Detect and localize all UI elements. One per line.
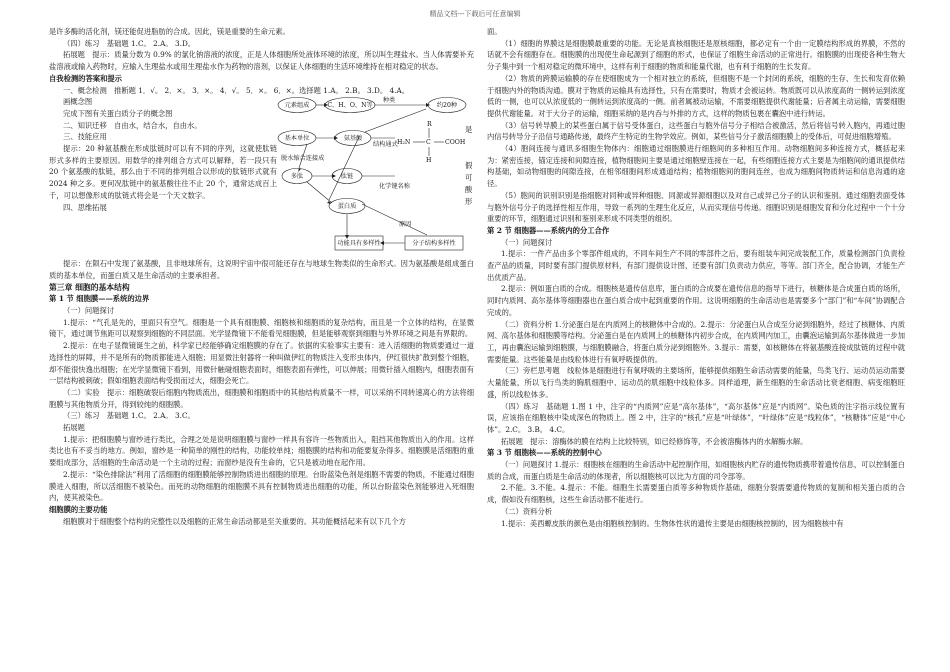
label-types: 种类 [382, 97, 396, 105]
paragraph: 1.提示：美西螈皮肤的颜色是由细胞核控制的。生物体性状的遗传主要是由细胞核控制的，因为细胞核中有 [501, 518, 844, 528]
paragraph: 1.提示：把细胞膜与窗纱进行类比，合理之处是说明细胞膜与窗纱一样具有容许一些物质出入，阻挡其他物质出入的作用。这样类比也有不妥当的地方。例如，窗纱是一种简单的刚性的结构，功能较单纯；细胞膜的结构和功能要复杂得多。细胞膜是活细胞的重要组成部分，活细胞的生命活动是一个主动的过程；而窗纱是没有生命的，它只是被动地在起作用。 [49, 434, 474, 468]
paragraph: （3）信号转导膜上的某些蛋白属于信号受体蛋白，这些蛋白与胞外信号分子相结合被激活，然后将信号转入胞内，再通过胞内信号转导分子沿信号通路传递，最终产生特定的生物学效应。例如，某些信号分子激活细胞膜上的受体后，可促进细胞增殖。 [487, 120, 905, 142]
section-heading: 细胞膜的主要功能 [49, 504, 108, 514]
label-basic-unit: 基本单位 [284, 135, 310, 143]
paragraph: （2）物质的跨膜运输膜的存在使细胞成为一个相对独立的系统，但细胞不是一个封闭的系统，细胞的生存、生长和发育依赖于细胞内外的物质沟通。膜对于物质的运输具有选择性，只有在需要时，物质才会被运转。物质既可以从浓度高的一侧转运到浓度低的一侧，也可以从浓度低的一侧转运到浓度高的一侧。前者属被动运输，不需要细胞提供代谢能量；后者属主动运输，需要细胞提供代谢能量。对于大分子的运输，细胞采纳的是内吞与外排的方式，这样的物质包裹在囊泡中进行转运。 [487, 73, 905, 118]
label-peptide-chain: 肽链 [340, 173, 354, 181]
chapter-heading: 第三章 细胞的基本结构 [49, 282, 130, 292]
subsection-heading: （二）资料分析 [501, 506, 553, 516]
paragraph: 一、概念检测 推断题 1．√。 2．×。 3．×。 4．√。 5．×。 6．×。选择题 1.A。 2.B。 3.D。 4.A。 [63, 85, 410, 95]
wrapped-char: 形 [465, 197, 473, 207]
label-structure: 结构通式 [373, 141, 398, 149]
paragraph: （4）胞间连接与通讯多细胞生物体内：细胞通过细胞膜进行细胞间的多种相互作用。动物细胞间多种连接方式，概括起来为：紧密连接，锚定连接和间隙连接，植物细胞间主要是通过细胞壁连接在一起，有些细胞连接方式主要是为细胞间的通讯提供结构基础，如动物细胞的间隙连接，在相邻细胞间形成通道结构；植物细胞间的胞间连丝，也成为细胞间物质转运和信息沟通的途径。 [487, 144, 905, 189]
paragraph: 是许多酶的活化剂，镁还能促进脂肪的合成。因此，镁是重要的生命元素。 [49, 27, 290, 36]
paragraph: 提示：在陨石中发现了氨基酸，且非地球所有，这说明宇宙中很可能还存在与地球生物类似的生命形式。因为氨基酸是组成蛋白质的基本单位，而蛋白质又是生命活动的主要承担者。 [49, 259, 474, 280]
label-chem-bond: 化学键名称 [379, 183, 410, 191]
section-heading: 自我检测的答案和提示 [49, 73, 122, 83]
wrapped-char: 可 [465, 173, 473, 183]
paragraph: （四）练习 基础题 1.图 1 中，注字的“内质网”应是“高尔基体”，“高尔基体”应是“内质网”。染色质的注字指示线位置有误，应该指在细胞核中染成深色的物质上。图 2 中，注字的“核孔”应是“叶绿体”，“叶绿体”应是“线粒体”，“核糖体”应是“中心体”。2.C。 3.B。 4.C。 [487, 401, 905, 434]
section-heading: 第 3 节 细胞核——系统的控制中心 [487, 448, 602, 458]
label-chon: C、H、O、N等 [327, 102, 373, 110]
wrapped-char: 是 [465, 125, 473, 135]
formula-R: R [427, 121, 432, 129]
paragraph: 1.提示：一件产品由多个零部件组成的，不同车间生产不同的零部件之后，要有组装车间完成装配工作，质量检测部门负责检查产品的质量，同时要有部门提供原材料，有部门提供设计图，还要有部门负责动力供应，等等。部门齐全，配合协调，才能生产出优质产品。 [487, 249, 905, 282]
paragraph: 画概念图 [63, 97, 93, 107]
paragraph: 四、思维拓展 [63, 202, 107, 212]
label-reason: 原因 [399, 221, 412, 229]
paragraph: 2.提示：“染色排除法”利用了活细胞的细胞膜能够控制物质进出细胞的原理。台盼蓝染色剂是细胞不需要的物质，不能通过细胞膜进入细胞，所以活细胞不被染色。而死的动物细胞的细胞膜不具有控制物质进出细胞的功能，所以台盼蓝染色剂能够进入死细胞内，使其被染色。 [49, 469, 474, 503]
paragraph: 完成下图有关蛋白质分子的概念图 [63, 108, 173, 118]
paragraph: 面。 [487, 27, 502, 36]
label-dehydration: 脱水缩合连接成 [281, 155, 325, 163]
paragraph: 三、技能应用 [63, 132, 107, 142]
formula-COOH: COOH [445, 139, 466, 147]
formula-C: C [426, 139, 431, 147]
paragraph: 2.提示：例如蛋白质的合成。细胞核是遗传信息库，蛋白质的合成要在遗传信息的指导下进行，核糖体是合成蛋白质的场所，同时内质网、高尔基体等细胞器也在蛋白质合成中起到重要的作用。这说明细胞的生命活动也是需要多个“部门”和“车间”协调配合完成的。 [487, 284, 905, 317]
formula-H: H [426, 157, 432, 165]
subsection-heading: （一）问题探讨 [63, 306, 115, 316]
subsection-heading: 拓展题 [63, 423, 85, 433]
label-elements: 元素组成 [284, 102, 310, 110]
section-heading: 第 2 节 细胞器——系统内的分工合作 [487, 225, 610, 235]
concept-map-section [49, 96, 474, 258]
paragraph: （二）实验 提示：细胞破裂后细胞内物质流出，细胞膜和细胞质中的其他结构质量不一样，可以采纳不同转速离心的方法将细胞膜与其他物质分开，得到较纯的细胞膜。 [49, 387, 474, 409]
subsection-heading: （一）问题探讨 [501, 237, 553, 247]
left-column [49, 26, 474, 527]
right-column [487, 26, 905, 529]
wrapped-char: 酸 [465, 185, 473, 195]
paragraph: 二、知识迁移 自由水，结合水，自由水。 [63, 120, 202, 130]
page-header: 精品文档---下载后可任意编辑 [429, 10, 521, 18]
exercise-answers: （四）练习 基础题 1.C。 2.A。 3.D。 [63, 38, 196, 48]
label-protein: 蛋白质 [337, 203, 357, 211]
paragraph: 2.提示：在电子显微镜诞生之前，科学家已经能够确定细胞膜的存在了。依据的实验事实主要有：进入活细胞的物质要通过一道选择性的屏障，并不是所有的物质都能进入细胞；用显微注射器将一种叫做伊红的物质注入变形虫体内，伊红很快扩散到整个细胞，却不能很快逸出细胞；在光学显微镜下看到，用微针触碰细胞表面时，细胞表面有弹性，可以伸展；用微针插入细胞内，细胞表面有一层结构被刺破；假如细胞表面结构受损而过大，细胞会死亡。 [49, 341, 474, 386]
label-func-diverse: 功能具有多样性 [337, 240, 381, 248]
paragraph: （一）问题探讨 1.提示：细胞核在细胞的生命活动中起控制作用，如细胞核内贮存的遗传物质携带着遗传信息，可以控制蛋白质的合成，而蛋白质是生命活动的体现者，所以细胞核可以比为方面的司令部等。 [487, 460, 905, 481]
paragraph: 提示：20 种氨基酸在形成肽链时可以有不同的序列，这就使肽链形式多样的主要原因。用数学的排列组合方式可以解释，若一段只有 20 个氨基酸的肽链，那么由于不同的排列组合以形成的肽链形式就有 2024 种之多。更何况肽链中的氨基酸往往不止 20 个，通常达成百上千，可以想像形成的肽链式将会是一个天文数字。 [49, 144, 277, 200]
paragraph: 拓展题 提示：质量分数为 0.9% 的氯化钠溶液的浓度，正是人体细胞所处液体环境的浓度，所以叫生理盐水。当人体需要补充盐溶液或输入药物时，应输入生理盐水或用生理盐水作为药物的溶剂，以保证人体细胞的生活环境维持在相对稳定的状态。 [49, 50, 474, 72]
paragraph: 1.提示：“气孔是先的，里面只有空气。细胞是一个具有细胞膜、细胞核和细胞质的复杂结构，而且是一个立体的结构，在显微镜下，通过调节焦距可以观察到细胞的不同层面。光学显微镜下不能看见细胞膜，但是能够观察到细胞与外界环境之间是有界限的。 [49, 317, 474, 339]
label-struct-diverse: 分子结构多样性 [412, 240, 456, 248]
paragraph: （1）细胞的界膜这是细胞膜最重要的功能。无论是真核细胞还是原核细胞，都必定有一个由一定膜结构形成的界膜，不然的话就不会有细胞存在。细胞膜的出现使生命起源到了细胞的形式，也保证了细胞生命活动的正常进行。细胞膜的出现使各种生物大分子集中到一个相对稳定的微环境中，这样有利于细胞的物质和能量代谢，也有利于细胞的生长发育。 [487, 38, 905, 72]
paragraph: （5）胞间的识别识别是指细胞对同种或异种细胞、同源或异源细胞以及对自己或异己分子的认识和鉴别。通过细胞表面受体与胞外信号分子的选择性相互作用，导致一系列的生理生化反应，从而实现信号传递。细胞识别是细胞发育和分化过程中一个十分重要的环节，细胞通过识别和鉴别来形成不同类型的组织。 [487, 190, 905, 224]
protein-concept-map [277, 96, 473, 256]
paragraph: 拓展题 提示：溶酶体的膜在结构上比较特别，如已经修饰等，不会被溶酶体内的水解酶水解。 [501, 436, 808, 446]
label-about20: 约20种 [436, 102, 458, 110]
label-amino-acid: 氨基酸 [343, 135, 363, 143]
paragraph: （二）资料分析 1.分泌蛋白是在内质网上的核糖体中合成的。2.提示：分泌蛋白从合成至分泌到细胞外，经过了核糖体、内质网、高尔基体和细胞膜等结构。分泌蛋白是在内质网上的核糖体内初步合成，在内质网内加工，由囊泡运输到高尔基体做进一步加工，再由囊泡运输到细胞膜，与细胞膜融合，将蛋白质分泌到细胞外。3.提示：需要，如核糖体在将氨基酸连接成肽链的过程中就需要能量。这些能量是由线粒体进行有氧呼吸提供的。 [487, 319, 905, 364]
label-polypeptide: 多肽 [290, 173, 304, 181]
section-heading: 第 1 节 细胞膜——系统的边界 [49, 294, 150, 304]
wrapped-char: 假 [465, 161, 473, 171]
paragraph: （三）旁栏思考题 线粒体是细胞进行有氧呼吸的主要场所，能够提供细胞生命活动需要的能量，鸟类飞行、运动员运动需要大量能量，所以飞行鸟类的胸肌细胞中、运动员的肌细胞中线粒体多。同样道理，新生细胞的生命活动比衰老细胞、病变细胞旺盛，所以线粒体多。 [487, 366, 905, 399]
exercise-answers: （三）练习 基础题 1.C。 2.A。 3.C。 [63, 411, 195, 421]
paragraph: 2.不能。3.不能。4.提示：不能。细胞生长需要蛋白质等多种物质作基础，细胞分裂需要遗传物质的复制和相关蛋白质的合成，假如没有细胞核，这些生命活动都不能进行。 [487, 483, 905, 505]
formula-H2N: H₂N [397, 139, 411, 147]
paragraph: 细胞膜对于细胞整个结构的完整性以及细胞的正常生命活动都是至关重要的。其功能概括起来有以下几个方 [63, 516, 406, 526]
